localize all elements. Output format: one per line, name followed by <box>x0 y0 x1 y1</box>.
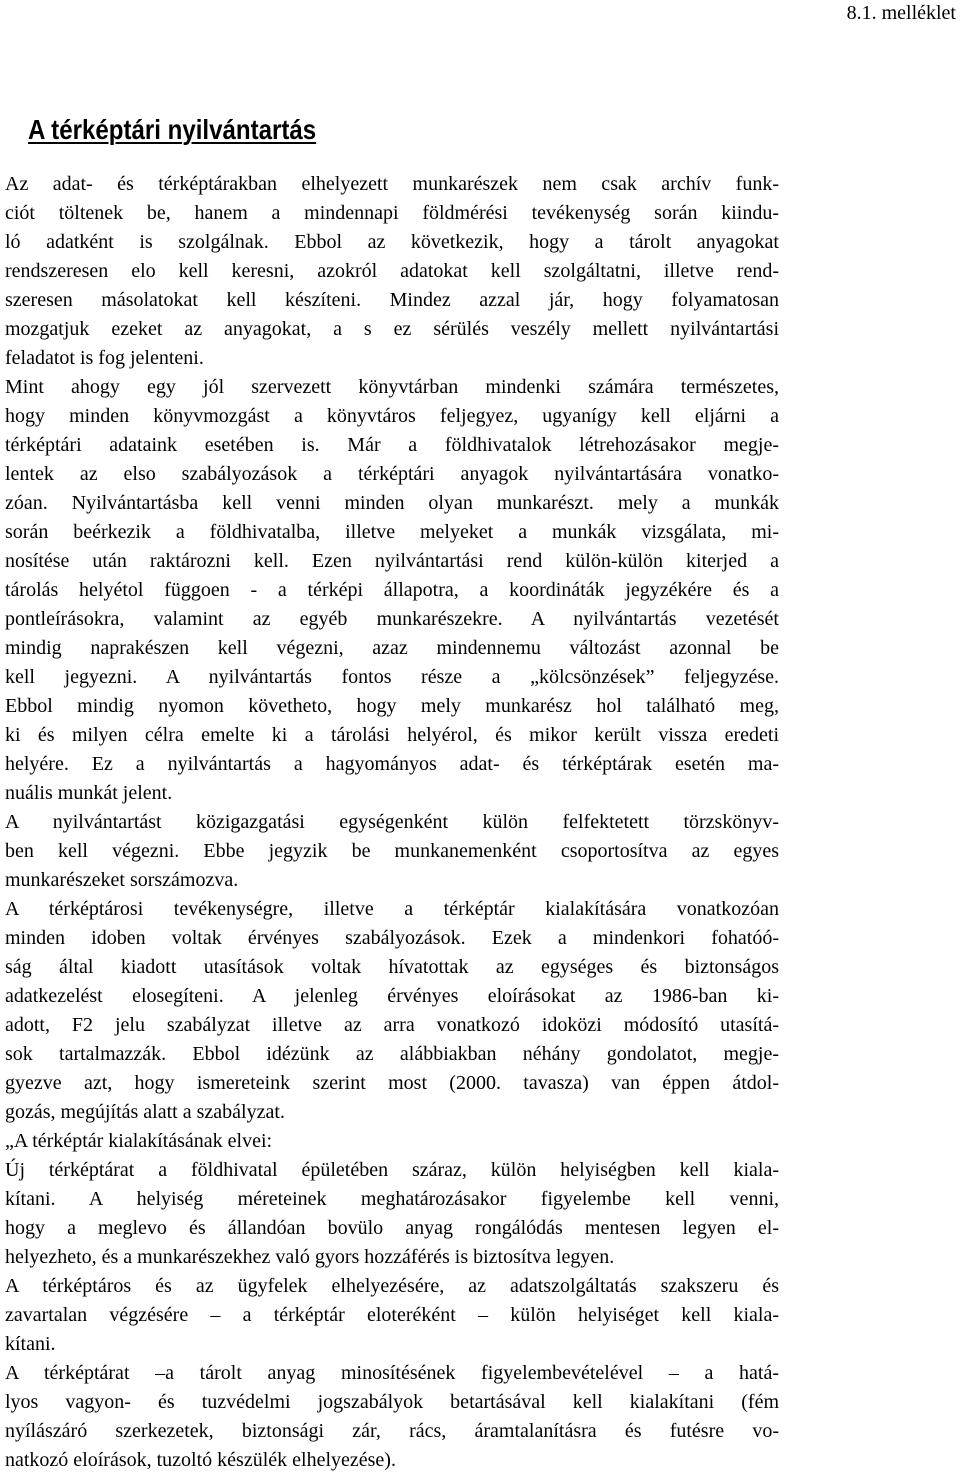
body-line: ló adatként is szolgálnak. Ebbol az következik, hogy a tárolt anyagokat <box>5 231 779 253</box>
body-line: A térképtáros és az ügyfelek elhelyezésére, az adatszolgáltatás szakszeru és <box>5 1275 779 1297</box>
body-line: helyezheto, és a munkarészekhez való gyors hozzáférés is biztosítva legyen. <box>5 1246 615 1268</box>
body-line: gozás, megújítás alatt a szabályzat. <box>5 1101 285 1123</box>
body-line: A térképtárosi tevékenységre, illetve a térképtár kialakítására vonatkozóan <box>5 898 779 920</box>
body-line: A térképtárat –a tárolt anyag minosítésének figyelembevételével – a hatá- <box>5 1362 779 1384</box>
body-line: tárolás helyétol függoen - a térképi állapotra, a koordináták jegyzékére és a <box>5 579 779 601</box>
body-line: Ebbol mindig nyomon követheto, hogy mely munkarész hol található meg, <box>5 695 779 717</box>
body-line: gyezve azt, hogy ismereteink szerint most (2000. tavasza) van éppen átdol- <box>5 1072 779 1094</box>
document-body <box>5 170 779 1475</box>
body-line: nyílászáró szerkezetek, biztonsági zár, rács, áramtalanításra és futésre vo- <box>5 1420 779 1442</box>
body-line: adatkezelést elosegíteni. A jelenleg érvényes eloírásokat az 1986-ban ki- <box>5 985 779 1007</box>
body-line: sok tartalmazzák. Ebbol idézünk az alábbiakban néhány gondolatot, megje- <box>5 1043 779 1065</box>
body-line: kítani. A helyiség méreteinek meghatározásakor figyelembe kell venni, <box>5 1188 779 1210</box>
body-line: Mint ahogy egy jól szervezett könyvtárban mindenki számára természetes, <box>5 376 779 398</box>
body-line: kítani. <box>5 1333 56 1355</box>
body-line: Az adat- és térképtárakban elhelyezett munkarészek nem csak archív funk- <box>5 173 779 195</box>
body-line: lentek az elso szabályozások a térképtári anyagok nyilvántartására vonatko- <box>5 463 779 485</box>
body-line: pontleírásokra, valamint az egyéb munkarészekre. A nyilvántartás vezetését <box>5 608 779 630</box>
body-line: feladatot is fog jelenteni. <box>5 347 204 369</box>
body-line: kell jegyezni. A nyilvántartás fontos része a „kölcsönzések” feljegyzése. <box>5 666 779 688</box>
body-line: zavartalan végzésére – a térképtár eloteréként – külön helyiséget kell kiala- <box>5 1304 779 1326</box>
body-line: mozgatjuk ezeket az anyagokat, a s ez sérülés veszély mellett nyilvántartási <box>5 318 779 340</box>
body-line: hogy minden könyvmozgást a könyvtáros feljegyez, ugyanígy kell eljárni a <box>5 405 779 427</box>
body-line: helyére. Ez a nyilvántartás a hagyományos adat- és térképtárak esetén ma- <box>5 753 779 775</box>
body-line: során beérkezik a földhivatalba, illetve melyeket a munkák vizsgálata, mi- <box>5 521 779 543</box>
body-line: A nyilvántartást közigazgatási egységenként külön felfektetett törzskönyv- <box>5 811 779 833</box>
body-line: nuális munkát jelent. <box>5 782 173 804</box>
body-line: rendszeresen elo kell keresni, azokról adatokat kell szolgáltatni, illetve rend- <box>5 260 779 282</box>
document-title: A térképtári nyilvántartás <box>28 114 317 145</box>
page-label: 8.1. melléklet <box>846 2 956 24</box>
body-line: ki és milyen célra emelte ki a tárolási helyérol, és mikor került vissza eredeti <box>5 724 779 746</box>
body-line: „A térképtár kialakításának elvei: <box>5 1130 273 1152</box>
body-line: mindig naprakészen kell végezni, azaz mindennemu változást azonnal be <box>5 637 779 659</box>
body-line: ciót töltenek be, hanem a mindennapi földmérési tevékenység során kiindu- <box>5 202 779 224</box>
body-line: natkozó eloírások, tuzoltó készülék elhelyezése). <box>5 1449 396 1471</box>
body-line: szeresen másolatokat kell készíteni. Mindez azzal jár, hogy folyamatosan <box>5 289 779 311</box>
body-line: zóan. Nyilvántartásba kell venni minden olyan munkarészt. mely a munkák <box>5 492 779 514</box>
body-line: térképtári adataink esetében is. Már a földhivatalok létrehozásakor megje- <box>5 434 779 456</box>
body-line: adott, F2 jelu szabályzat illetve az arra vonatkozó idoközi módosító utasítá- <box>5 1014 779 1036</box>
body-line: ben kell végezni. Ebbe jegyzik be munkanemenként csoportosítva az egyes <box>5 840 779 862</box>
body-line: ság által kiadott utasítások voltak hívatottak az egységes és biztonságos <box>5 956 779 978</box>
body-line: Új térképtárat a földhivatal épületében száraz, külön helyiségben kell kiala- <box>5 1159 779 1181</box>
body-line: lyos vagyon- és tuzvédelmi jogszabályok betartásával kell kialakítani (fém <box>5 1391 779 1413</box>
body-line: hogy a meglevo és állandóan bovülo anyag rongálódás mentesen legyen el- <box>5 1217 779 1239</box>
body-line: munkarészeket sorszámozva. <box>5 869 239 891</box>
body-line: nosítése után raktározni kell. Ezen nyilvántartási rend külön-külön kiterjed a <box>5 550 779 572</box>
body-line: minden idoben voltak érvényes szabályozások. Ezek a mindenkori fohatóó- <box>5 927 779 949</box>
